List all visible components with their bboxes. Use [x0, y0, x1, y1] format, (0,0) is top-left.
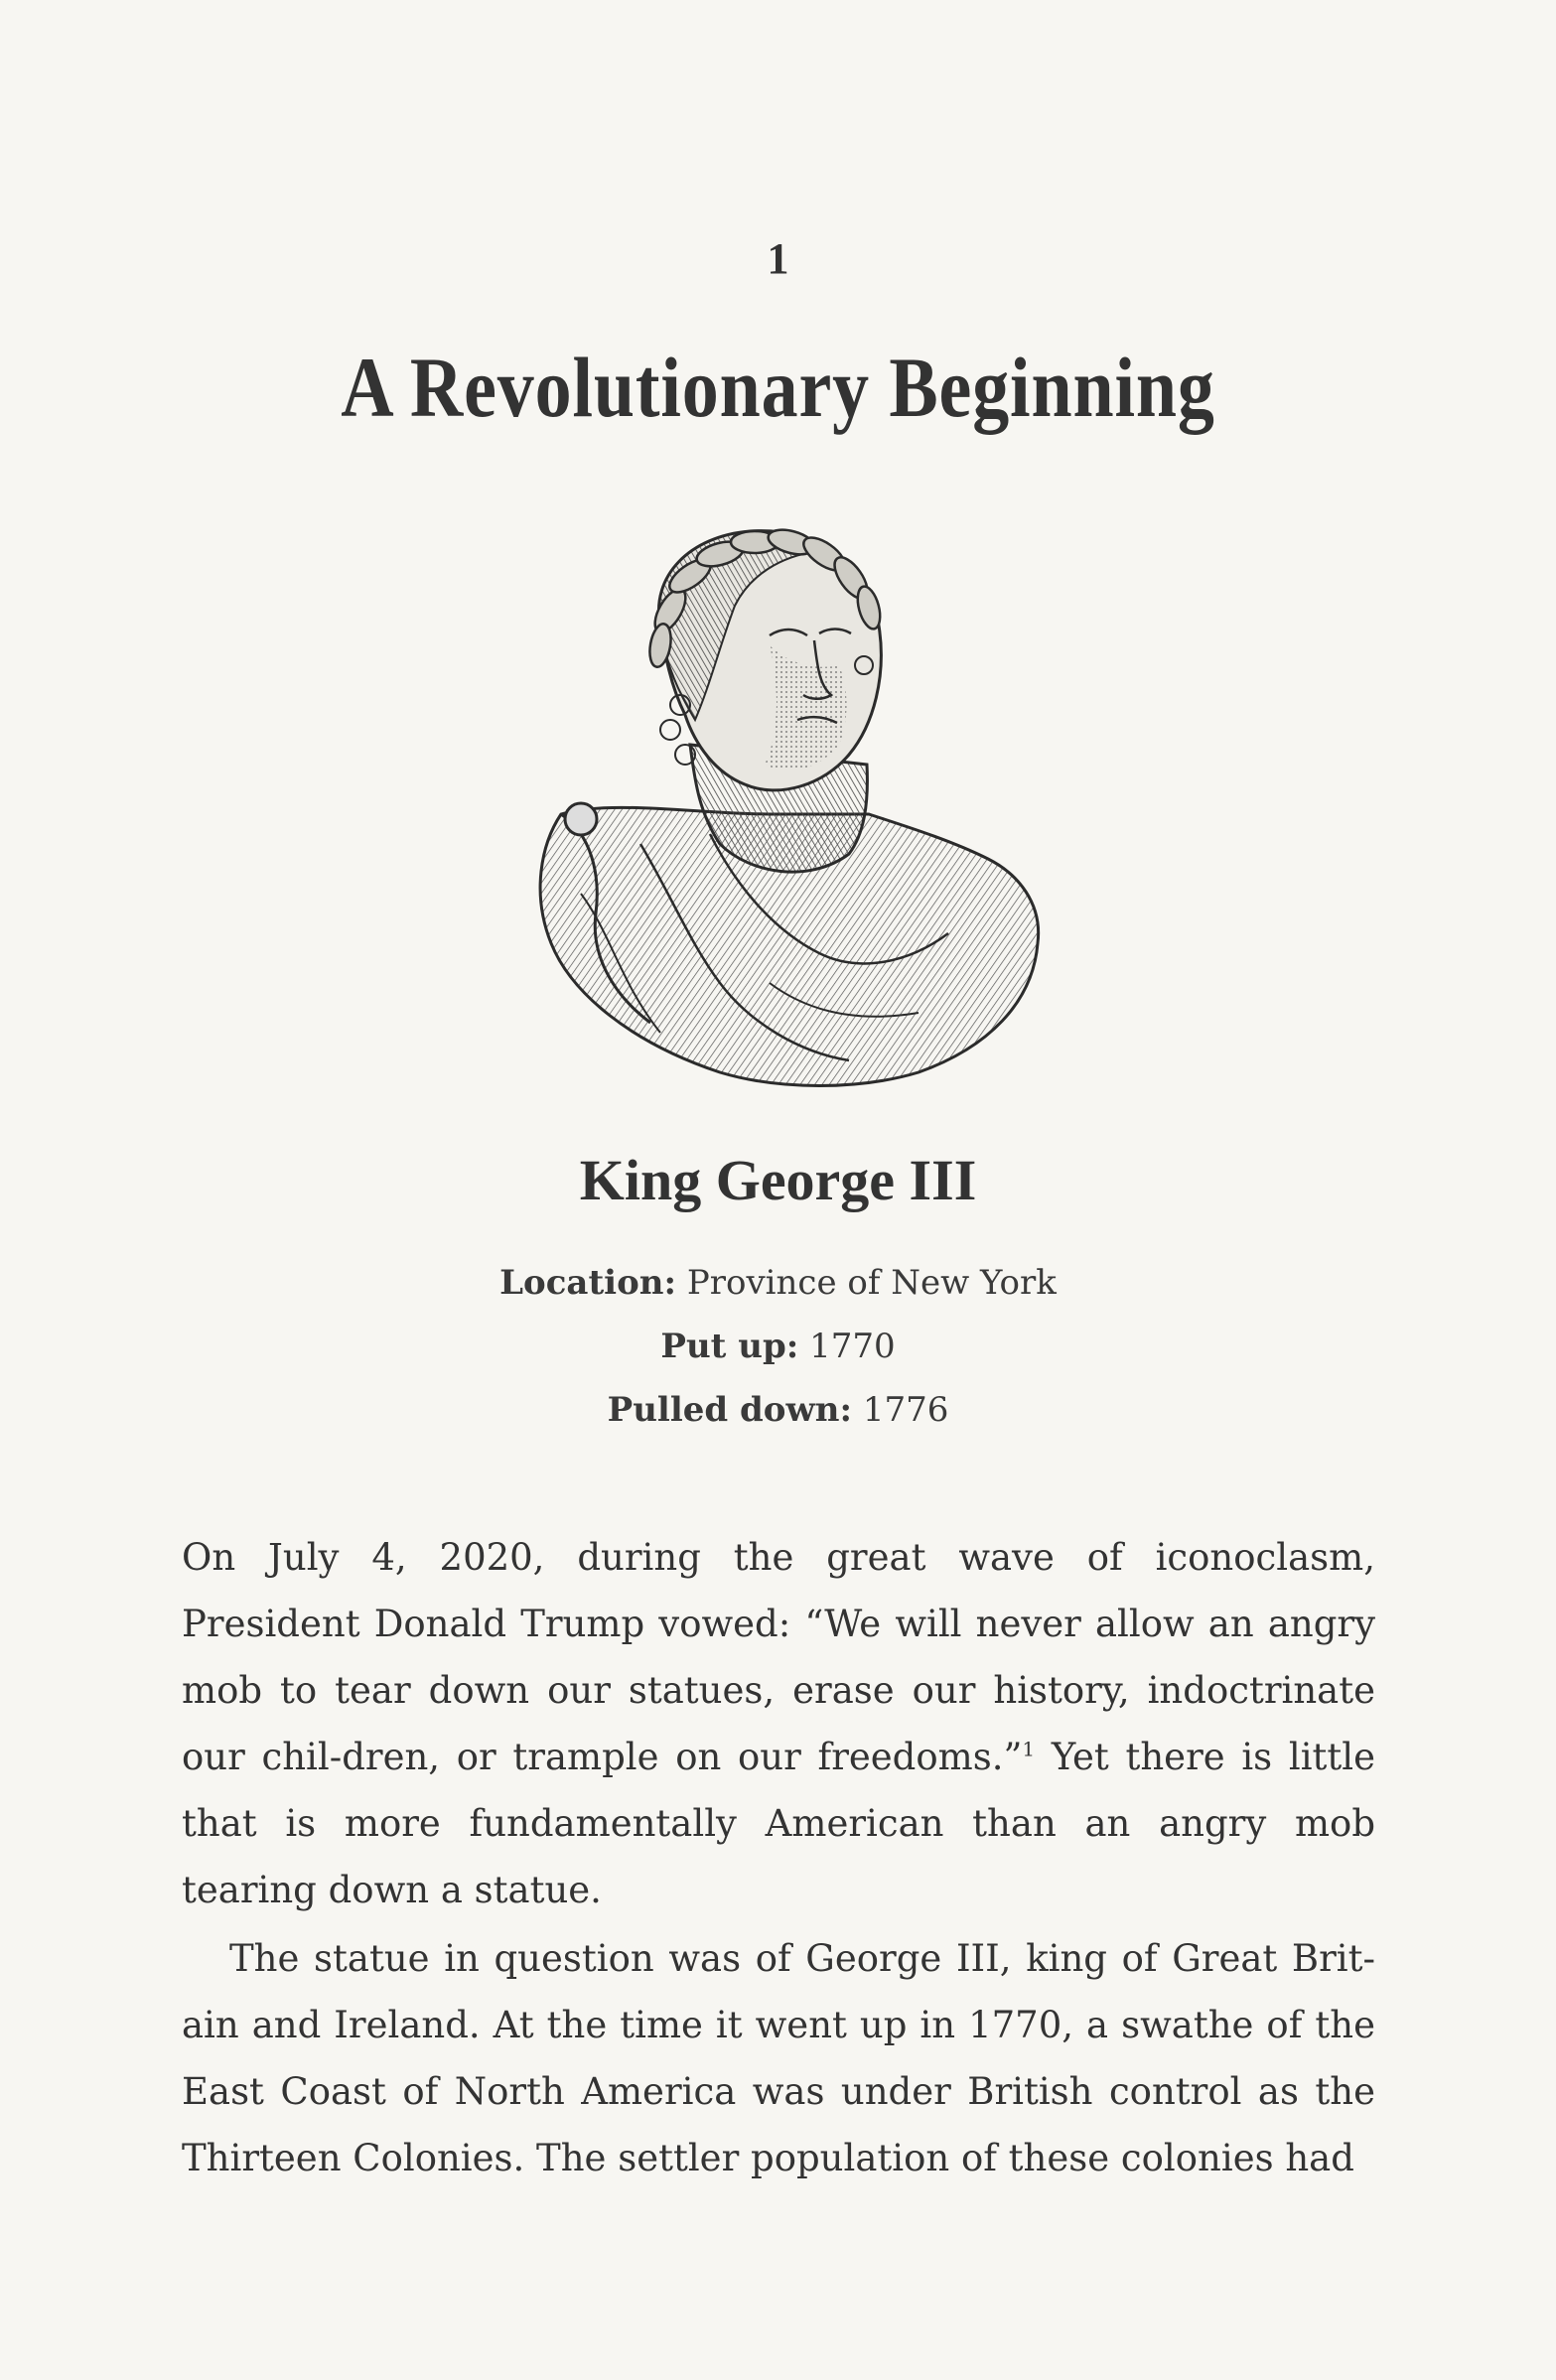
put-up-label: Put up:: [660, 1327, 799, 1366]
location-label: Location:: [499, 1263, 677, 1303]
footnote-marker: 1: [1022, 1737, 1036, 1761]
chapter-number: 1: [767, 234, 789, 283]
paragraph-1-text-b: Yet there is little that is more fundamentally American than an angry mob tearing down a statue.: [182, 1736, 1375, 1911]
location-value: Province of New York: [686, 1263, 1057, 1303]
chapter-title: A Revolutionary Beginning: [341, 340, 1215, 435]
statue-name: King George III: [579, 1148, 977, 1212]
body-paragraph-2: The statue in question was of George III, king of Great Brit-ain and Ireland. At the time it went up in 1770, a swathe of the East Coast of North America was under British control as the Thirteen Colonies. The settler population of these colonies had: [182, 1937, 1375, 2179]
pulled-down-value: 1776: [862, 1390, 949, 1430]
put-up-line: [0, 1327, 1556, 1366]
laurel-bust-engraving-icon: [521, 516, 1058, 1092]
put-up-value: 1770: [809, 1327, 896, 1366]
pulled-down-line: [0, 1390, 1556, 1430]
body-paragraph-1: [182, 1524, 1375, 1923]
location-line: [0, 1263, 1556, 1303]
pulled-down-label: Pulled down:: [607, 1390, 852, 1430]
paragraph-1-text-a: On July 4, 2020, during the great wave of iconoclasm, President Donald Trump vowed: “We will never allow an angry mob to tear down our statues, erase our history, indoctrinate our chil-dren, or trample on our freedoms.”: [182, 1536, 1375, 1778]
